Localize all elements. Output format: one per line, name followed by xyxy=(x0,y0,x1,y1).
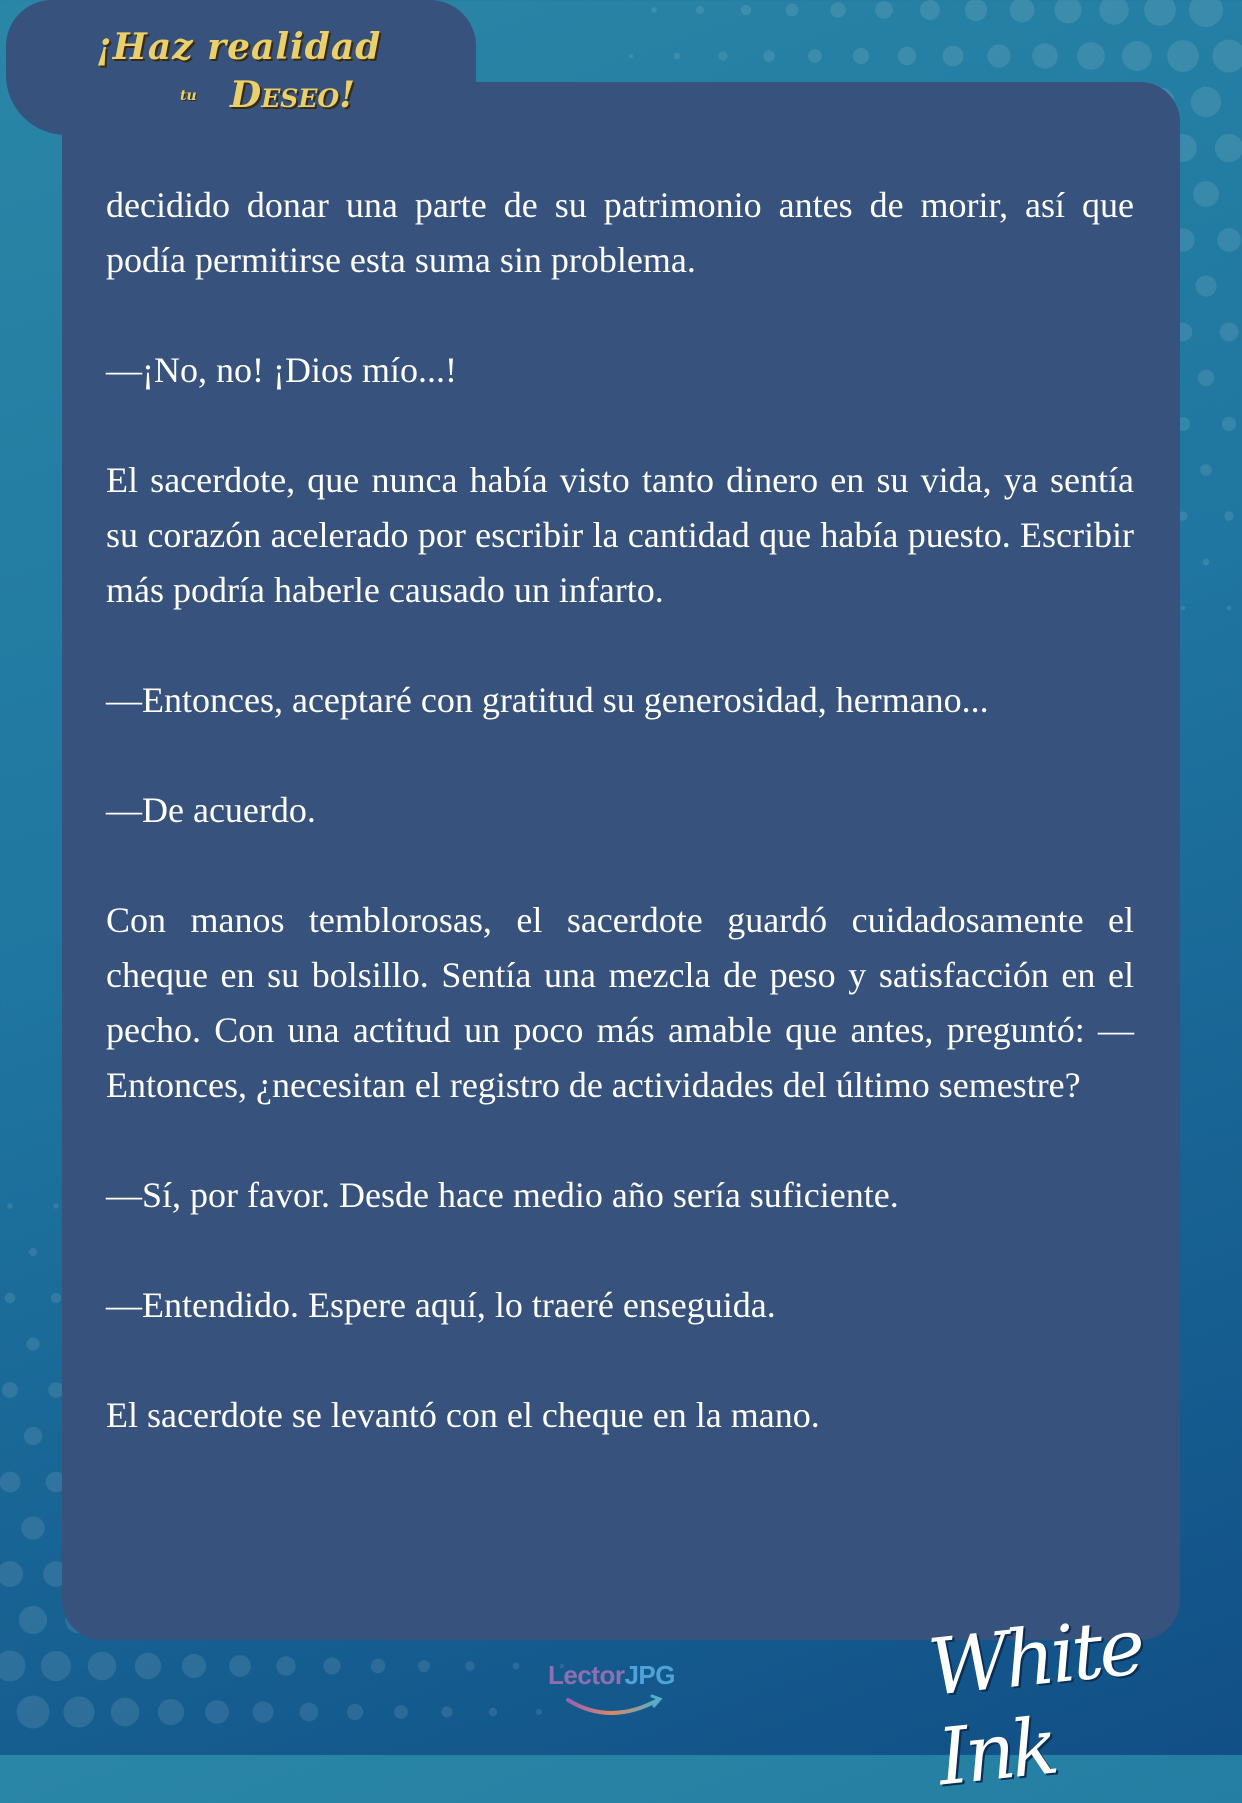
smile-arc-icon xyxy=(548,1660,698,1730)
brand-logo xyxy=(90,18,390,128)
logo-line-3: Deseo! xyxy=(230,74,355,116)
paragraph: —De acuerdo. xyxy=(106,790,316,830)
paragraph: —Sí, por favor. Desde hace medio año sería suficiente. xyxy=(106,1175,899,1215)
paragraph: decidido donar una parte de su patrimonio antes de morir, así que podía permitirse esta suma sin problema. xyxy=(106,185,1134,280)
lectorjpg-text-part1: Lector xyxy=(548,1660,625,1690)
logo-line-2: tu xyxy=(180,88,197,104)
story-text xyxy=(106,178,1134,1443)
white-ink-signature: White Ink xyxy=(924,1602,1146,1803)
paragraph: El sacerdote, que nunca había visto tanto dinero en su vida, ya sentía su corazón acelerado por escribir la cantidad que había puesto. Escribir más podría haberle causado un infarto. xyxy=(106,460,1134,610)
lectorjpg-text-part2: JPG xyxy=(624,1660,675,1690)
paragraph: El sacerdote se levantó con el cheque en la mano. xyxy=(106,1395,820,1435)
logo-line-1: ¡Haz realidad xyxy=(96,26,382,68)
paragraph: Con manos temblorosas, el sacerdote guardó cuidadosamente el cheque en su bolsillo. Sentía una mezcla de peso y satisfacción en el pecho. Con una actitud un poco más amable que antes, preguntó: —Entonces, ¿necesitan el registro de actividades del último semestre? xyxy=(106,900,1134,1105)
paragraph: —Entonces, aceptaré con gratitud su generosidad, hermano... xyxy=(106,680,989,720)
paragraph: —Entendido. Espere aquí, lo traeré enseguida. xyxy=(106,1285,776,1325)
lectorjpg-watermark xyxy=(548,1660,698,1730)
paragraph: —¡No, no! ¡Dios mío...! xyxy=(106,350,457,390)
